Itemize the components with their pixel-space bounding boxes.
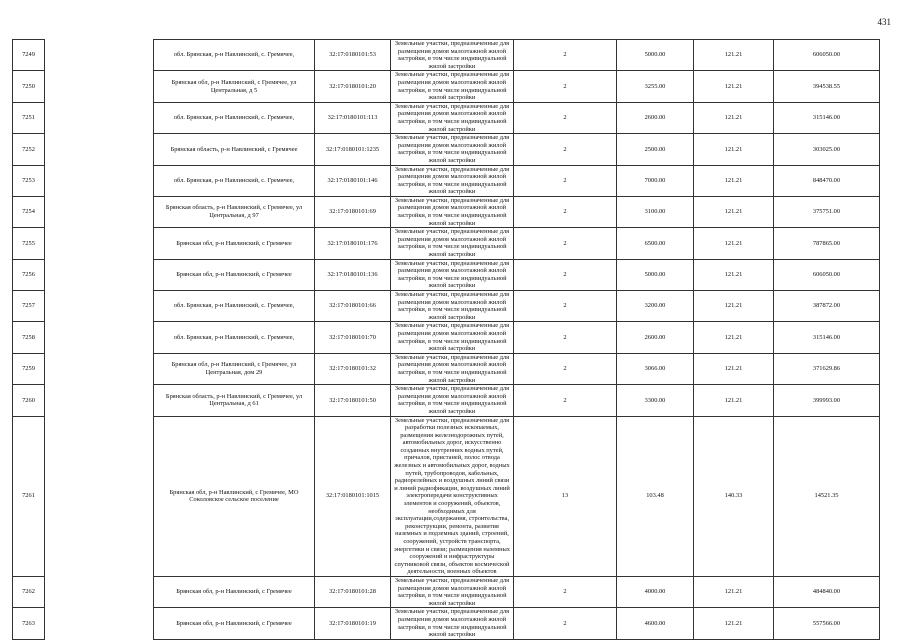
page-number: 431 <box>877 17 891 27</box>
land-use-cell: Земельные участки, предназначенные для размещения домов малоэтажной жилой застройки, в том числе индивидуальной жилой застройки <box>391 291 514 322</box>
group-number-cell: 2 <box>514 165 617 196</box>
land-use-cell: Земельные участки, предназначенные для размещения домов малоэтажной жилой застройки, в том числе индивидуальной жилой застройки <box>391 71 514 102</box>
land-use-cell: Земельные участки, предназначенные для размещения домов малоэтажной жилой застройки, в том числе индивидуальной жилой застройки <box>391 165 514 196</box>
land-use-cell: Земельные участки, предназначенные для размещения домов малоэтажной жилой застройки, в том числе индивидуальной жилой застройки <box>391 322 514 353</box>
land-use-cell: Земельные участки, предназначенные для размещения домов малоэтажной жилой застройки, в том числе индивидуальной жилой застройки <box>391 40 514 71</box>
table-row <box>13 259 880 290</box>
group-number-cell: 2 <box>514 196 617 227</box>
blank-cell <box>45 385 154 416</box>
address-cell: Брянская обл, р-н Навлинский, с Гремячее <box>154 608 315 639</box>
group-number-cell: 2 <box>514 576 617 607</box>
specific-value-cell: 121.21 <box>694 165 774 196</box>
specific-value-cell: 121.21 <box>694 576 774 607</box>
specific-value-cell: 121.21 <box>694 353 774 384</box>
cadastral-number-cell: 32:17:0180101:136 <box>315 259 391 290</box>
cadastral-value-cell: 315146.00 <box>774 102 880 133</box>
address-cell: обл. Брянская, р-н Навлинский, с. Гремячее, <box>154 322 315 353</box>
cadastral-number-cell: 32:17:0180101:20 <box>315 71 391 102</box>
specific-value-cell: 121.21 <box>694 134 774 165</box>
address-cell: Брянская обл, р-н Навлинский, с Гремячее, ул Центральная, дом 29 <box>154 353 315 384</box>
land-use-cell: Земельные участки, предназначенные для размещения домов малоэтажной жилой застройки, в том числе индивидуальной жилой застройки <box>391 385 514 416</box>
address-cell: обл. Брянская, р-н Навлинский, с. Гремячее, <box>154 40 315 71</box>
row-number-cell: 7250 <box>13 71 45 102</box>
address-cell: Брянская обл, р-н Навлинский, с Гремячее <box>154 228 315 259</box>
land-use-cell: Земельные участки, предназначенные для размещения домов малоэтажной жилой застройки, в том числе индивидуальной жилой застройки <box>391 134 514 165</box>
row-number-cell: 7261 <box>13 416 45 576</box>
address-cell: Брянская обл, р-н Навлинский, с Гремячее <box>154 259 315 290</box>
address-cell: Брянская область, р-н Навлинский, с Гремячее, ул Центральная, д 97 <box>154 196 315 227</box>
specific-value-cell: 140.33 <box>694 416 774 576</box>
cadastral-value-cell: 14521.35 <box>774 416 880 576</box>
row-number-cell: 7255 <box>13 228 45 259</box>
row-number-cell: 7263 <box>13 608 45 639</box>
land-use-cell: Земельные участки, предназначенные для размещения домов малоэтажной жилой застройки, в том числе индивидуальной жилой застройки <box>391 196 514 227</box>
cadastral-value-cell: 371629.86 <box>774 353 880 384</box>
blank-cell <box>45 416 154 576</box>
cadastral-value-cell: 303025.00 <box>774 134 880 165</box>
table-row <box>13 322 880 353</box>
row-number-cell: 7257 <box>13 291 45 322</box>
group-number-cell: 2 <box>514 353 617 384</box>
table-row <box>13 576 880 607</box>
blank-cell <box>45 608 154 639</box>
table-row <box>13 353 880 384</box>
area-cell: 4600.00 <box>617 608 694 639</box>
cadastral-value-cell: 387872.00 <box>774 291 880 322</box>
row-number-cell: 7260 <box>13 385 45 416</box>
cadastral-number-cell: 32:17:0180101:1235 <box>315 134 391 165</box>
group-number-cell: 2 <box>514 134 617 165</box>
blank-cell <box>45 228 154 259</box>
group-number-cell: 2 <box>514 608 617 639</box>
area-cell: 3300.00 <box>617 385 694 416</box>
blank-cell <box>45 40 154 71</box>
cadastral-number-cell: 32:17:0180101:146 <box>315 165 391 196</box>
blank-cell <box>45 322 154 353</box>
row-number-cell: 7249 <box>13 40 45 71</box>
group-number-cell: 2 <box>514 228 617 259</box>
cadastral-number-cell: 32:17:0180101:66 <box>315 291 391 322</box>
specific-value-cell: 121.21 <box>694 102 774 133</box>
blank-cell <box>45 291 154 322</box>
blank-cell <box>45 196 154 227</box>
table-row <box>13 165 880 196</box>
address-cell: Брянская область, р-н Навлинский, с Гремячее <box>154 134 315 165</box>
cadastral-value-cell: 375751.00 <box>774 196 880 227</box>
table-row <box>13 608 880 639</box>
area-cell: 2600.00 <box>617 322 694 353</box>
blank-cell <box>45 259 154 290</box>
blank-cell <box>45 353 154 384</box>
table-row <box>13 71 880 102</box>
group-number-cell: 2 <box>514 259 617 290</box>
cadastral-number-cell: 32:17:0180101:32 <box>315 353 391 384</box>
specific-value-cell: 121.21 <box>694 259 774 290</box>
table-row <box>13 134 880 165</box>
land-use-cell: Земельные участки, предназначенные для размещения домов малоэтажной жилой застройки, в том числе индивидуальной жилой застройки <box>391 353 514 384</box>
row-number-cell: 7253 <box>13 165 45 196</box>
group-number-cell: 2 <box>514 385 617 416</box>
group-number-cell: 13 <box>514 416 617 576</box>
group-number-cell: 2 <box>514 322 617 353</box>
specific-value-cell: 121.21 <box>694 196 774 227</box>
table-row <box>13 291 880 322</box>
blank-cell <box>45 576 154 607</box>
land-use-cell: Земельные участки, предназначенные для размещения домов малоэтажной жилой застройки, в том числе индивидуальной жилой застройки <box>391 259 514 290</box>
area-cell: 6500.00 <box>617 228 694 259</box>
table-row <box>13 228 880 259</box>
table-row <box>13 385 880 416</box>
table-row <box>13 196 880 227</box>
row-number-cell: 7258 <box>13 322 45 353</box>
table-row <box>13 40 880 71</box>
address-cell: обл. Брянская, р-н Навлинский, с. Гремячее, <box>154 165 315 196</box>
cadastral-value-cell: 484840.00 <box>774 576 880 607</box>
specific-value-cell: 121.21 <box>694 40 774 71</box>
row-number-cell: 7252 <box>13 134 45 165</box>
group-number-cell: 2 <box>514 291 617 322</box>
specific-value-cell: 121.21 <box>694 322 774 353</box>
area-cell: 5000.00 <box>617 40 694 71</box>
address-cell: обл. Брянская, р-н Навлинский, с. Гремячее, <box>154 291 315 322</box>
cadastral-value-table <box>12 39 880 640</box>
table-body <box>13 40 880 640</box>
table-row <box>13 416 880 576</box>
group-number-cell: 2 <box>514 102 617 133</box>
area-cell: 2500.00 <box>617 134 694 165</box>
row-number-cell: 7254 <box>13 196 45 227</box>
group-number-cell: 2 <box>514 40 617 71</box>
cadastral-number-cell: 32:17:0180101:50 <box>315 385 391 416</box>
cadastral-number-cell: 32:17:0180101:53 <box>315 40 391 71</box>
cadastral-number-cell: 32:17:0180101:70 <box>315 322 391 353</box>
cadastral-value-cell: 606050.00 <box>774 259 880 290</box>
group-number-cell: 2 <box>514 71 617 102</box>
row-number-cell: 7256 <box>13 259 45 290</box>
land-use-cell: Земельные участки, предназначенные для размещения домов малоэтажной жилой застройки, в том числе индивидуальной жилой застройки <box>391 102 514 133</box>
area-cell: 2600.00 <box>617 102 694 133</box>
area-cell: 103.48 <box>617 416 694 576</box>
land-use-cell: Земельные участки, предназначенные для размещения домов малоэтажной жилой застройки, в том числе индивидуальной жилой застройки <box>391 608 514 639</box>
cadastral-value-cell: 787865.00 <box>774 228 880 259</box>
cadastral-value-cell: 399993.00 <box>774 385 880 416</box>
area-cell: 7000.00 <box>617 165 694 196</box>
cadastral-value-cell: 848470.00 <box>774 165 880 196</box>
blank-cell <box>45 165 154 196</box>
cadastral-number-cell: 32:17:0180101:19 <box>315 608 391 639</box>
land-use-cell: Земельные участки, предназначенные для размещения домов малоэтажной жилой застройки, в том числе индивидуальной жилой застройки <box>391 576 514 607</box>
address-cell: обл. Брянская, р-н Навлинский, с. Гремячее, <box>154 102 315 133</box>
cadastral-number-cell: 32:17:0180101:113 <box>315 102 391 133</box>
area-cell: 3255.00 <box>617 71 694 102</box>
address-cell: Брянская обл, р-н Навлинский, с Гремячее, МО Соколовское сельское поселение <box>154 416 315 576</box>
address-cell: Брянская обл, р-н Навлинский, с Гремячее <box>154 576 315 607</box>
area-cell: 4000.00 <box>617 576 694 607</box>
area-cell: 3100.00 <box>617 196 694 227</box>
row-number-cell: 7259 <box>13 353 45 384</box>
blank-cell <box>45 102 154 133</box>
land-use-cell: Земельные участки, предназначенные для разработки полезных ископаемых, размещения железнодорожных путей, автомобильных дорог, искусственно созданных внутренних водных путей, причалов, пристаней, полос отвода железных и автомобильных дорог, водных путей, трубопроводов, кабельных, радиорелейных и воздушных линий связи и линий радиофикации, воздушных линий электропередачи конструктивных элементов и сооружений, объектов, необходимых для эксплуатации,содержания, строительства, реконструкции, ремонта, развития наземных и подземных зданий, строений, сооружений, устройств транспорта, энергетики и связи; размещения наземных сооружений и инфраструктуры спутниковой связи, объектов космической деятельности, военных объектов <box>391 416 514 576</box>
specific-value-cell: 121.21 <box>694 71 774 102</box>
specific-value-cell: 121.21 <box>694 291 774 322</box>
specific-value-cell: 121.21 <box>694 608 774 639</box>
cadastral-number-cell: 32:17:0180101:28 <box>315 576 391 607</box>
address-cell: Брянская область, р-н Навлинский, с Гремячее, ул Центральная, д 61 <box>154 385 315 416</box>
cadastral-value-cell: 315146.00 <box>774 322 880 353</box>
cadastral-value-cell: 557566.00 <box>774 608 880 639</box>
cadastral-number-cell: 32:17:0180101:1015 <box>315 416 391 576</box>
address-cell: Брянская обл, р-н Навлинский, с Гремячее, ул Центральная, д 5 <box>154 71 315 102</box>
land-use-cell: Земельные участки, предназначенные для размещения домов малоэтажной жилой застройки, в том числе индивидуальной жилой застройки <box>391 228 514 259</box>
blank-cell <box>45 71 154 102</box>
cadastral-value-cell: 394538.55 <box>774 71 880 102</box>
specific-value-cell: 121.21 <box>694 228 774 259</box>
table-row <box>13 102 880 133</box>
cadastral-number-cell: 32:17:0180101:69 <box>315 196 391 227</box>
cadastral-value-cell: 606050.00 <box>774 40 880 71</box>
row-number-cell: 7251 <box>13 102 45 133</box>
blank-cell <box>45 134 154 165</box>
area-cell: 5000.00 <box>617 259 694 290</box>
cadastral-number-cell: 32:17:0180101:176 <box>315 228 391 259</box>
specific-value-cell: 121.21 <box>694 385 774 416</box>
area-cell: 3200.00 <box>617 291 694 322</box>
row-number-cell: 7262 <box>13 576 45 607</box>
area-cell: 3066.00 <box>617 353 694 384</box>
